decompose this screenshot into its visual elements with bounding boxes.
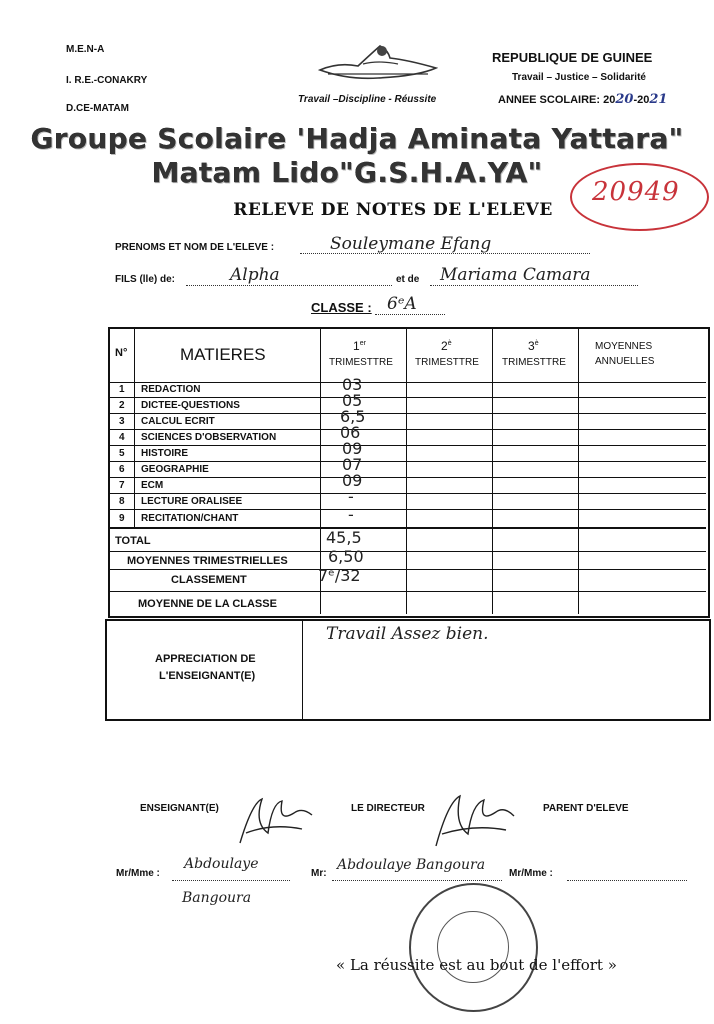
divider	[492, 327, 493, 614]
parent-name-line	[567, 880, 687, 881]
teacher-name-line	[172, 880, 290, 881]
school-year	[498, 92, 667, 107]
class-value: 6ᵉA	[387, 294, 417, 314]
student-name-label: PRENOMS ET NOM DE L'ELEVE :	[115, 242, 275, 253]
divider	[108, 445, 706, 446]
column-header-annual-2: ANNUELLES	[595, 356, 655, 367]
grade-t1: 03	[342, 375, 363, 394]
term-average-value: 6,50	[328, 547, 364, 566]
row-number: 3	[119, 416, 125, 427]
school-year-end: 21	[649, 92, 668, 107]
column-header-annual-1: MOYENNES	[595, 341, 653, 352]
subject-label: GEOGRAPHIE	[141, 464, 209, 475]
row-number: 1	[119, 384, 125, 395]
appreciation-label-1: APPRECIATION DE	[155, 653, 256, 665]
and-label: et de	[396, 274, 420, 285]
parent-label: FILS (lle) de:	[115, 274, 175, 285]
divider	[108, 477, 706, 478]
teacher-name-2: Bangoura	[182, 890, 252, 906]
column-header-number: N°	[115, 347, 128, 359]
document-title: RELEVE DE NOTES DE L'ELEVE	[233, 200, 553, 220]
teacher-signature	[232, 793, 322, 858]
father-line	[186, 285, 392, 286]
divider	[108, 509, 706, 510]
row-number: 9	[119, 513, 125, 524]
class-label: CLASSE :	[311, 300, 372, 315]
total-value: 45,5	[326, 528, 362, 547]
grade-t1: -	[348, 487, 354, 506]
subject-label: RECITATION/CHANT	[141, 513, 239, 524]
divider	[108, 551, 706, 552]
column-header-subject: MATIERES	[180, 345, 266, 364]
teacher-name-label: Mr/Mme :	[116, 868, 160, 879]
header-motto: Travail –Discipline - Réussite	[298, 94, 437, 105]
republic-title: REPUBLIQUE DE GUINEE	[492, 50, 653, 65]
director-name-line	[332, 880, 502, 881]
grade-t1: 07	[342, 455, 363, 474]
header-line-ire: I. R.E.-CONAKRY	[66, 75, 148, 86]
row-number: 2	[119, 400, 125, 411]
subject-label: HISTOIRE	[141, 448, 189, 459]
school-stamp	[409, 883, 538, 1012]
column-header-t1-number	[353, 339, 366, 353]
school-year-label: ANNEE SCOLAIRE: 20	[498, 94, 616, 106]
divider	[108, 591, 706, 592]
header-line-dce: D.CE-MATAM	[66, 103, 129, 114]
appreciation-label-2: L'ENSEIGNANT(E)	[159, 670, 256, 682]
subject-label: LECTURE ORALISEE	[141, 496, 243, 507]
t3-number: 3	[528, 339, 535, 353]
divider	[108, 527, 706, 529]
column-header-t2-label: TRIMESTTRE	[415, 357, 479, 368]
grade-t1: 05	[342, 391, 363, 410]
row-number: 8	[119, 496, 125, 507]
class-line	[375, 314, 445, 315]
divider	[406, 327, 407, 614]
divider	[578, 327, 579, 614]
divider	[108, 493, 706, 494]
parent-signature-label: PARENT D'ELEVE	[543, 803, 629, 814]
ranking-label: CLASSEMENT	[171, 574, 247, 586]
row-number: 7	[119, 480, 125, 491]
father-name: Alpha	[230, 265, 280, 285]
ranking-value: 7ᵉ/32	[318, 566, 361, 585]
class-average-label: MOYENNE DE LA CLASSE	[138, 598, 277, 610]
director-signature-label: LE DIRECTEUR	[351, 803, 425, 814]
reference-number: 20949	[592, 177, 680, 207]
t2-number: 2	[441, 339, 448, 353]
student-name-value: Souleymane Efang	[330, 234, 492, 254]
header-line-men: M.E.N-A	[66, 44, 105, 55]
subject-label: REDACTION	[141, 384, 201, 395]
divider	[108, 461, 706, 462]
grade-t1: -	[348, 505, 354, 524]
divider	[108, 413, 706, 414]
column-header-t3-label: TRIMESTTRE	[502, 357, 566, 368]
divider	[108, 382, 706, 383]
divider	[108, 397, 706, 398]
grade-t1: 06	[340, 423, 361, 442]
divider	[108, 429, 706, 430]
subject-label: ECM	[141, 480, 164, 491]
column-header-t1-label: TRIMESTTRE	[329, 357, 393, 368]
grade-t1: 6,5	[340, 407, 366, 426]
total-label: TOTAL	[115, 535, 151, 547]
director-name-label: Mr:	[311, 868, 327, 879]
teacher-signature-label: ENSEIGNANT(E)	[140, 803, 219, 814]
mother-name: Mariama Camara	[440, 265, 591, 285]
director-name: Abdoulaye Bangoura	[337, 857, 486, 873]
school-year-sep: -20	[633, 94, 650, 106]
t3-sup: è	[534, 340, 539, 347]
school-year-start: 20	[615, 92, 634, 107]
row-number: 4	[119, 432, 125, 443]
footer-quote: « La réussite est au bout de l'effort »	[336, 956, 617, 974]
t1-number: 1	[353, 339, 360, 353]
grade-t1: 09	[342, 471, 363, 490]
divider	[302, 619, 303, 719]
column-header-t3-number	[528, 339, 539, 353]
director-signature	[430, 790, 520, 859]
subject-label: SCIENCES D'OBSERVATION	[141, 432, 277, 443]
row-number: 6	[119, 464, 125, 475]
subject-label: CALCUL ECRIT	[141, 416, 215, 427]
school-name-line1: Groupe Scolaire 'Hadja Aminata Yattara"	[30, 122, 684, 155]
term-average-label: MOYENNES TRIMESTRIELLES	[127, 555, 288, 567]
row-number: 5	[119, 448, 125, 459]
column-header-t2-number	[441, 339, 452, 353]
grade-t1: 09	[342, 439, 363, 458]
school-name-line2: Matam Lido"G.S.H.A.YA"	[151, 156, 543, 189]
national-emblem-icon	[318, 42, 438, 84]
parent-name-label: Mr/Mme :	[509, 868, 553, 879]
republic-slogan: Travail – Justice – Solidarité	[512, 72, 646, 83]
teacher-name-1: Abdoulaye	[184, 856, 259, 872]
subject-label: DICTEE-QUESTIONS	[141, 400, 240, 411]
t2-sup: è	[447, 340, 452, 347]
divider	[134, 327, 135, 527]
appreciation-value: Travail Assez bien.	[326, 624, 489, 644]
t1-sup: er	[359, 340, 366, 347]
mother-line	[430, 285, 638, 286]
divider	[108, 569, 706, 570]
